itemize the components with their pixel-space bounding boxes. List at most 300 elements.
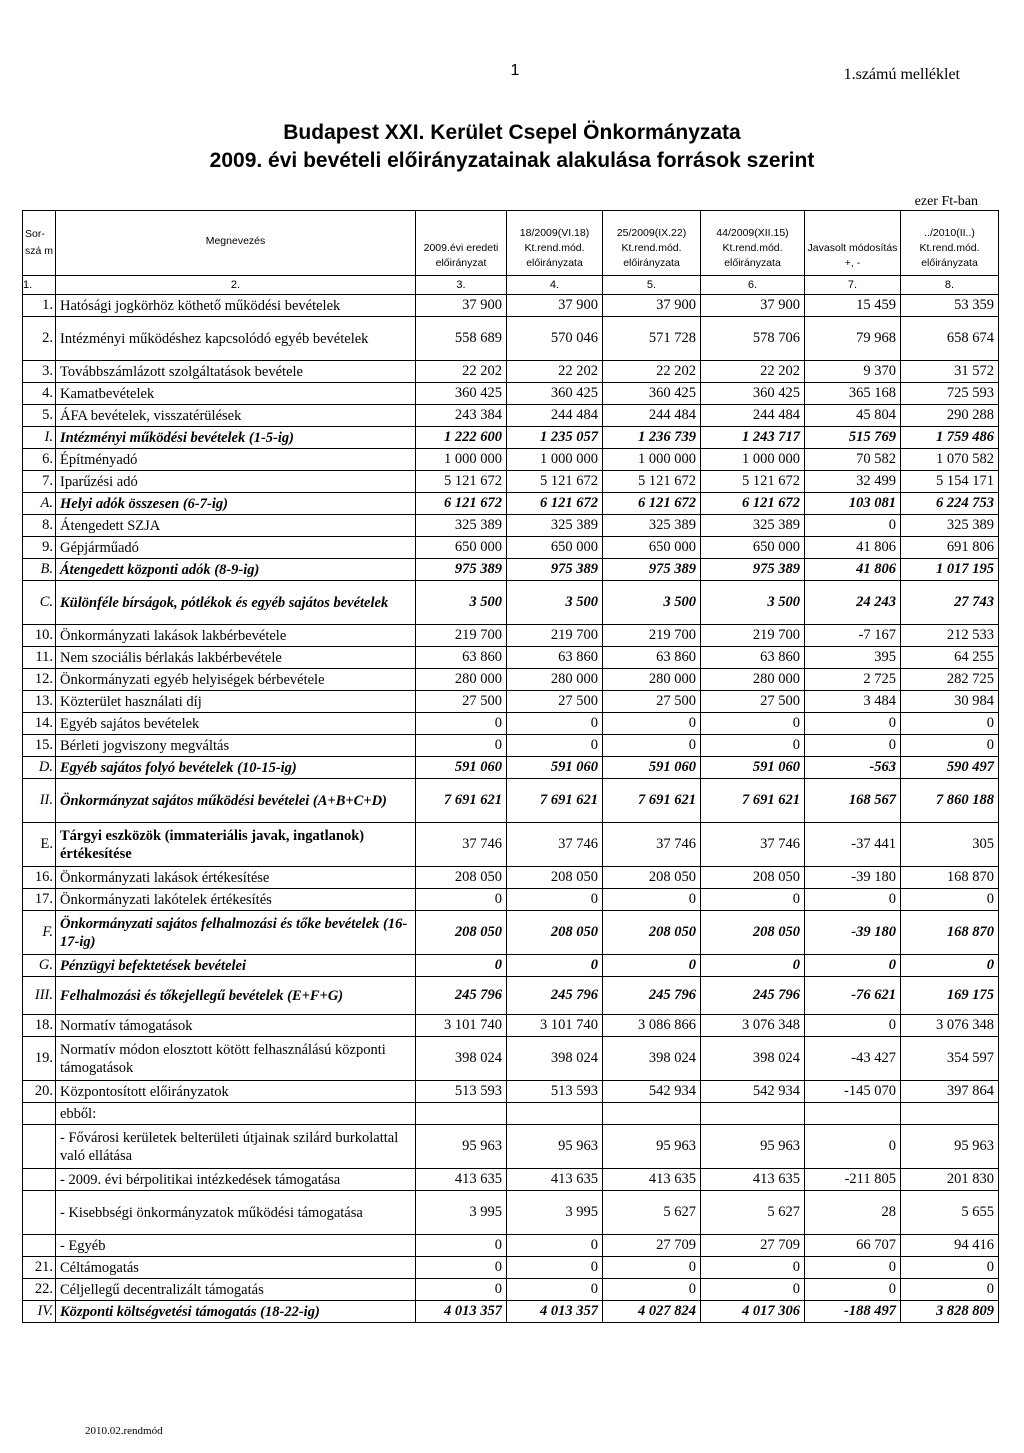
value-cell: 27 500 bbox=[507, 691, 603, 713]
value-cell: 650 000 bbox=[701, 537, 805, 559]
value-cell bbox=[507, 1103, 603, 1125]
value-cell: 975 389 bbox=[701, 559, 805, 581]
value-cell: 208 050 bbox=[701, 867, 805, 889]
row-label: Iparűzési adó bbox=[56, 471, 416, 493]
row-number: 10. bbox=[23, 625, 56, 647]
value-cell: 0 bbox=[416, 889, 507, 911]
value-cell: 5 121 672 bbox=[701, 471, 805, 493]
value-cell: 37 900 bbox=[701, 295, 805, 317]
value-cell: 0 bbox=[805, 1125, 901, 1169]
header-mod-2010: ../2010(II..) Kt.rend.mód. előirányzata bbox=[901, 211, 999, 276]
value-cell: 5 121 672 bbox=[603, 471, 701, 493]
header-original-budget: 2009.évi eredeti előirányzat bbox=[416, 211, 507, 276]
row-number bbox=[23, 1191, 56, 1235]
value-cell: 27 709 bbox=[603, 1235, 701, 1257]
value-cell: 6 121 672 bbox=[507, 493, 603, 515]
value-cell: 3 500 bbox=[507, 581, 603, 625]
value-cell: 0 bbox=[901, 1257, 999, 1279]
value-cell: 650 000 bbox=[603, 537, 701, 559]
value-cell: -39 180 bbox=[805, 867, 901, 889]
header-proposed-change: Javasolt módosítás +, - bbox=[805, 211, 901, 276]
row-label: ebből: bbox=[56, 1103, 416, 1125]
value-cell: 571 728 bbox=[603, 317, 701, 361]
value-cell bbox=[901, 1103, 999, 1125]
value-cell: 1 000 000 bbox=[416, 449, 507, 471]
value-cell: 208 050 bbox=[416, 867, 507, 889]
table-body bbox=[23, 295, 999, 1323]
value-cell: 79 968 bbox=[805, 317, 901, 361]
row-number: 4. bbox=[23, 383, 56, 405]
row-label: Közterület használati díj bbox=[56, 691, 416, 713]
value-cell: 0 bbox=[416, 735, 507, 757]
table-row bbox=[23, 1125, 999, 1169]
value-cell: 325 389 bbox=[901, 515, 999, 537]
value-cell: 360 425 bbox=[701, 383, 805, 405]
value-cell: 305 bbox=[901, 823, 999, 867]
row-label: Különféle bírságok, pótlékok és egyéb sajátos bevételek bbox=[56, 581, 416, 625]
value-cell: 37 746 bbox=[603, 823, 701, 867]
table-row bbox=[23, 735, 999, 757]
value-cell: 413 635 bbox=[416, 1169, 507, 1191]
row-number: 2. bbox=[23, 317, 56, 361]
value-cell: 558 689 bbox=[416, 317, 507, 361]
row-number: 20. bbox=[23, 1081, 56, 1103]
colnum-6: 6. bbox=[701, 276, 805, 295]
value-cell: 280 000 bbox=[603, 669, 701, 691]
value-cell: 395 bbox=[805, 647, 901, 669]
value-cell: 27 709 bbox=[701, 1235, 805, 1257]
value-cell: 513 593 bbox=[507, 1081, 603, 1103]
table-row bbox=[23, 911, 999, 955]
value-cell: 3 076 348 bbox=[701, 1015, 805, 1037]
value-cell: 0 bbox=[416, 1279, 507, 1301]
value-cell: 0 bbox=[507, 1257, 603, 1279]
table-row bbox=[23, 405, 999, 427]
value-cell: 37 746 bbox=[701, 823, 805, 867]
value-cell: 975 389 bbox=[416, 559, 507, 581]
header-sorszam: Sor-szá m bbox=[23, 211, 56, 276]
row-number: D. bbox=[23, 757, 56, 779]
row-label: Központi költségvetési támogatás (18-22-ig) bbox=[56, 1301, 416, 1323]
value-cell: 66 707 bbox=[805, 1235, 901, 1257]
value-cell: 0 bbox=[901, 713, 999, 735]
value-cell: -43 427 bbox=[805, 1037, 901, 1081]
value-cell: 244 484 bbox=[701, 405, 805, 427]
value-cell: 5 154 171 bbox=[901, 471, 999, 493]
value-cell: 591 060 bbox=[507, 757, 603, 779]
row-number: 6. bbox=[23, 449, 56, 471]
value-cell: 9 370 bbox=[805, 361, 901, 383]
row-number: 9. bbox=[23, 537, 56, 559]
value-cell: 0 bbox=[603, 735, 701, 757]
colnum-1: 1. bbox=[23, 276, 56, 295]
value-cell: 398 024 bbox=[507, 1037, 603, 1081]
value-cell: 290 288 bbox=[901, 405, 999, 427]
value-cell: 3 076 348 bbox=[901, 1015, 999, 1037]
table-row bbox=[23, 779, 999, 823]
table-row bbox=[23, 1257, 999, 1279]
value-cell: 0 bbox=[901, 889, 999, 911]
row-label: Helyi adók összesen (6-7-ig) bbox=[56, 493, 416, 515]
table-row bbox=[23, 295, 999, 317]
value-cell: 570 046 bbox=[507, 317, 603, 361]
row-number: B. bbox=[23, 559, 56, 581]
row-label: Önkormányzati lakások értékesítése bbox=[56, 867, 416, 889]
value-cell: -7 167 bbox=[805, 625, 901, 647]
row-number: 7. bbox=[23, 471, 56, 493]
value-cell: 24 243 bbox=[805, 581, 901, 625]
value-cell: 1 235 057 bbox=[507, 427, 603, 449]
value-cell: 3 086 866 bbox=[603, 1015, 701, 1037]
table-row bbox=[23, 625, 999, 647]
value-cell: -37 441 bbox=[805, 823, 901, 867]
value-cell: 398 024 bbox=[416, 1037, 507, 1081]
value-cell: 32 499 bbox=[805, 471, 901, 493]
row-number: II. bbox=[23, 779, 56, 823]
value-cell: 325 389 bbox=[701, 515, 805, 537]
value-cell: 0 bbox=[805, 735, 901, 757]
row-number: 11. bbox=[23, 647, 56, 669]
row-number bbox=[23, 1125, 56, 1169]
value-cell: 169 175 bbox=[901, 977, 999, 1015]
value-cell: 1 000 000 bbox=[507, 449, 603, 471]
table-row bbox=[23, 537, 999, 559]
value-cell: 0 bbox=[805, 1015, 901, 1037]
value-cell: 325 389 bbox=[507, 515, 603, 537]
row-label: Tárgyi eszközök (immateriális javak, ingatlanok) értékesítése bbox=[56, 823, 416, 867]
header-mod-ix22: 25/2009(IX.22) Kt.rend.mód. előirányzata bbox=[603, 211, 701, 276]
value-cell: 0 bbox=[805, 889, 901, 911]
value-cell: 0 bbox=[701, 889, 805, 911]
value-cell: 590 497 bbox=[901, 757, 999, 779]
value-cell: -211 805 bbox=[805, 1169, 901, 1191]
value-cell: 515 769 bbox=[805, 427, 901, 449]
row-label: Átengedett központi adók (8-9-ig) bbox=[56, 559, 416, 581]
value-cell: 22 202 bbox=[507, 361, 603, 383]
value-cell: 4 017 306 bbox=[701, 1301, 805, 1323]
value-cell: 1 000 000 bbox=[603, 449, 701, 471]
value-cell: 168 870 bbox=[901, 911, 999, 955]
value-cell: 1 759 486 bbox=[901, 427, 999, 449]
value-cell: 0 bbox=[416, 955, 507, 977]
value-cell: 95 963 bbox=[901, 1125, 999, 1169]
value-cell: 7 691 621 bbox=[603, 779, 701, 823]
value-cell: 245 796 bbox=[701, 977, 805, 1015]
value-cell: 0 bbox=[603, 889, 701, 911]
value-cell: 95 963 bbox=[507, 1125, 603, 1169]
value-cell: 63 860 bbox=[603, 647, 701, 669]
value-cell: 30 984 bbox=[901, 691, 999, 713]
row-label: - Kisebbségi önkormányzatok működési támogatása bbox=[56, 1191, 416, 1235]
value-cell: 365 168 bbox=[805, 383, 901, 405]
value-cell: 0 bbox=[603, 955, 701, 977]
value-cell: 6 121 672 bbox=[701, 493, 805, 515]
row-number: 5. bbox=[23, 405, 56, 427]
value-cell: 243 384 bbox=[416, 405, 507, 427]
value-cell: -188 497 bbox=[805, 1301, 901, 1323]
value-cell: 1 070 582 bbox=[901, 449, 999, 471]
value-cell bbox=[805, 1103, 901, 1125]
row-number: 21. bbox=[23, 1257, 56, 1279]
value-cell: 22 202 bbox=[603, 361, 701, 383]
value-cell: 0 bbox=[701, 955, 805, 977]
row-label: Önkormányzati egyéb helyiségek bérbevétele bbox=[56, 669, 416, 691]
row-number: F. bbox=[23, 911, 56, 955]
row-label: Egyéb sajátos bevételek bbox=[56, 713, 416, 735]
value-cell: 244 484 bbox=[603, 405, 701, 427]
table-row bbox=[23, 757, 999, 779]
value-cell: 4 013 357 bbox=[416, 1301, 507, 1323]
value-cell: 4 027 824 bbox=[603, 1301, 701, 1323]
value-cell: 0 bbox=[416, 713, 507, 735]
table-row bbox=[23, 713, 999, 735]
value-cell: 208 050 bbox=[701, 911, 805, 955]
value-cell: 0 bbox=[805, 515, 901, 537]
value-cell: 1 236 739 bbox=[603, 427, 701, 449]
row-label: Intézményi működéshez kapcsolódó egyéb bevételek bbox=[56, 317, 416, 361]
value-cell: 0 bbox=[701, 713, 805, 735]
value-cell: 5 121 672 bbox=[507, 471, 603, 493]
table-row bbox=[23, 1169, 999, 1191]
row-label: - Egyéb bbox=[56, 1235, 416, 1257]
row-number: 22. bbox=[23, 1279, 56, 1301]
value-cell: 27 500 bbox=[701, 691, 805, 713]
row-number: 1. bbox=[23, 295, 56, 317]
value-cell: 37 900 bbox=[507, 295, 603, 317]
value-cell: 650 000 bbox=[416, 537, 507, 559]
value-cell: 5 627 bbox=[701, 1191, 805, 1235]
row-number bbox=[23, 1103, 56, 1125]
value-cell: 542 934 bbox=[701, 1081, 805, 1103]
row-label: ÁFA bevételek, visszatérülések bbox=[56, 405, 416, 427]
value-cell: 0 bbox=[507, 1279, 603, 1301]
colnum-4: 4. bbox=[507, 276, 603, 295]
value-cell: 7 691 621 bbox=[416, 779, 507, 823]
row-number: 15. bbox=[23, 735, 56, 757]
row-number: G. bbox=[23, 955, 56, 977]
value-cell: 0 bbox=[701, 735, 805, 757]
value-cell: 37 746 bbox=[507, 823, 603, 867]
value-cell: 95 963 bbox=[701, 1125, 805, 1169]
row-number: 12. bbox=[23, 669, 56, 691]
value-cell: 168 567 bbox=[805, 779, 901, 823]
value-cell: 413 635 bbox=[701, 1169, 805, 1191]
value-cell: 212 533 bbox=[901, 625, 999, 647]
value-cell: 542 934 bbox=[603, 1081, 701, 1103]
value-cell: 219 700 bbox=[701, 625, 805, 647]
value-cell: 3 484 bbox=[805, 691, 901, 713]
column-number-row bbox=[23, 276, 999, 295]
colnum-8: 8. bbox=[901, 276, 999, 295]
value-cell: 2 725 bbox=[805, 669, 901, 691]
value-cell: 0 bbox=[603, 713, 701, 735]
value-cell: 3 500 bbox=[416, 581, 507, 625]
value-cell: 208 050 bbox=[603, 867, 701, 889]
value-cell: 208 050 bbox=[416, 911, 507, 955]
value-cell: 0 bbox=[507, 735, 603, 757]
value-cell: 578 706 bbox=[701, 317, 805, 361]
row-number: 3. bbox=[23, 361, 56, 383]
value-cell: 3 995 bbox=[507, 1191, 603, 1235]
value-cell: 3 101 740 bbox=[416, 1015, 507, 1037]
value-cell: 219 700 bbox=[603, 625, 701, 647]
value-cell: 168 870 bbox=[901, 867, 999, 889]
value-cell: 591 060 bbox=[416, 757, 507, 779]
value-cell: 208 050 bbox=[603, 911, 701, 955]
table-row bbox=[23, 471, 999, 493]
value-cell: 1 222 600 bbox=[416, 427, 507, 449]
value-cell: 282 725 bbox=[901, 669, 999, 691]
value-cell: 0 bbox=[603, 1279, 701, 1301]
row-label: Hatósági jogkörhöz köthető működési bevételek bbox=[56, 295, 416, 317]
value-cell: 245 796 bbox=[416, 977, 507, 1015]
value-cell: -76 621 bbox=[805, 977, 901, 1015]
value-cell: 0 bbox=[805, 1279, 901, 1301]
value-cell: 95 963 bbox=[416, 1125, 507, 1169]
header-megnevezes: Megnevezés bbox=[56, 211, 416, 276]
table-row bbox=[23, 1081, 999, 1103]
table-row bbox=[23, 427, 999, 449]
value-cell: -563 bbox=[805, 757, 901, 779]
value-cell: 3 500 bbox=[701, 581, 805, 625]
value-cell: 219 700 bbox=[416, 625, 507, 647]
revenue-table bbox=[22, 210, 999, 1323]
value-cell: 0 bbox=[901, 955, 999, 977]
colnum-5: 5. bbox=[603, 276, 701, 295]
row-number: A. bbox=[23, 493, 56, 515]
value-cell: 591 060 bbox=[701, 757, 805, 779]
row-label: Nem szociális bérlakás lakbérbevétele bbox=[56, 647, 416, 669]
table-row bbox=[23, 1103, 999, 1125]
value-cell: 37 900 bbox=[416, 295, 507, 317]
row-label: Bérleti jogviszony megváltás bbox=[56, 735, 416, 757]
table-row bbox=[23, 317, 999, 361]
header-row bbox=[23, 211, 999, 276]
row-label: Önkormányzati sajátos felhalmozási és tőke bevételek (16-17-ig) bbox=[56, 911, 416, 955]
value-cell: 658 674 bbox=[901, 317, 999, 361]
value-cell: 22 202 bbox=[701, 361, 805, 383]
value-cell: 3 101 740 bbox=[507, 1015, 603, 1037]
row-number bbox=[23, 1169, 56, 1191]
row-label: Felhalmozási és tőkejellegű bevételek (E+F+G) bbox=[56, 977, 416, 1015]
annex-label: 1.számú melléklet bbox=[843, 66, 960, 83]
header-mod-xii15: 44/2009(XII.15) Kt.rend.mód. előirányzata bbox=[701, 211, 805, 276]
value-cell: 397 864 bbox=[901, 1081, 999, 1103]
row-label: Átengedett SZJA bbox=[56, 515, 416, 537]
row-number: C. bbox=[23, 581, 56, 625]
row-label: Céljellegű decentralizált támogatás bbox=[56, 1279, 416, 1301]
value-cell bbox=[701, 1103, 805, 1125]
value-cell: 398 024 bbox=[701, 1037, 805, 1081]
value-cell: 31 572 bbox=[901, 361, 999, 383]
value-cell: 513 593 bbox=[416, 1081, 507, 1103]
value-cell: 208 050 bbox=[507, 911, 603, 955]
value-cell: 360 425 bbox=[603, 383, 701, 405]
value-cell: 280 000 bbox=[416, 669, 507, 691]
table-row bbox=[23, 493, 999, 515]
value-cell: 27 500 bbox=[603, 691, 701, 713]
row-number: E. bbox=[23, 823, 56, 867]
value-cell: -39 180 bbox=[805, 911, 901, 955]
value-cell: 94 416 bbox=[901, 1235, 999, 1257]
value-cell: 6 121 672 bbox=[603, 493, 701, 515]
row-number bbox=[23, 1235, 56, 1257]
value-cell: 3 828 809 bbox=[901, 1301, 999, 1323]
table-row bbox=[23, 1191, 999, 1235]
value-cell: 5 121 672 bbox=[416, 471, 507, 493]
value-cell: 95 963 bbox=[603, 1125, 701, 1169]
row-label: - 2009. évi bérpolitikai intézkedések támogatása bbox=[56, 1169, 416, 1191]
row-label: Építményadó bbox=[56, 449, 416, 471]
value-cell: 0 bbox=[507, 713, 603, 735]
value-cell: 360 425 bbox=[507, 383, 603, 405]
value-cell: 53 359 bbox=[901, 295, 999, 317]
value-cell: 63 860 bbox=[701, 647, 805, 669]
page-number: 1 bbox=[510, 62, 520, 79]
document-subtitle: 2009. évi bevételi előirányzatainak alakulása források szerint bbox=[209, 149, 815, 172]
table-row bbox=[23, 1301, 999, 1323]
row-label: Központosított előirányzatok bbox=[56, 1081, 416, 1103]
row-number: 18. bbox=[23, 1015, 56, 1037]
value-cell: 325 389 bbox=[416, 515, 507, 537]
row-number: 14. bbox=[23, 713, 56, 735]
table-row bbox=[23, 1015, 999, 1037]
value-cell: 219 700 bbox=[507, 625, 603, 647]
value-cell: 4 013 357 bbox=[507, 1301, 603, 1323]
value-cell: 1 017 195 bbox=[901, 559, 999, 581]
colnum-3: 3. bbox=[416, 276, 507, 295]
value-cell: 413 635 bbox=[603, 1169, 701, 1191]
value-cell: 1 243 717 bbox=[701, 427, 805, 449]
table-row bbox=[23, 559, 999, 581]
value-cell: 975 389 bbox=[507, 559, 603, 581]
value-cell: 0 bbox=[805, 713, 901, 735]
footer-note: 2010.02.rendmód bbox=[85, 1425, 163, 1437]
header-mod-vi18: 18/2009(VI.18) Kt.rend.mód. előirányzata bbox=[507, 211, 603, 276]
table-row bbox=[23, 1279, 999, 1301]
row-label: Egyéb sajátos folyó bevételek (10-15-ig) bbox=[56, 757, 416, 779]
row-label: Továbbszámlázott szolgáltatások bevétele bbox=[56, 361, 416, 383]
row-number: 19. bbox=[23, 1037, 56, 1081]
row-number: 17. bbox=[23, 889, 56, 911]
row-number: 13. bbox=[23, 691, 56, 713]
value-cell bbox=[416, 1103, 507, 1125]
row-label: Céltámogatás bbox=[56, 1257, 416, 1279]
value-cell: 0 bbox=[507, 1235, 603, 1257]
value-cell: 3 500 bbox=[603, 581, 701, 625]
value-cell: 0 bbox=[507, 889, 603, 911]
table-row bbox=[23, 977, 999, 1015]
value-cell: 70 582 bbox=[805, 449, 901, 471]
value-cell: 7 860 188 bbox=[901, 779, 999, 823]
table-row bbox=[23, 383, 999, 405]
row-label: Gépjárműadó bbox=[56, 537, 416, 559]
value-cell: 360 425 bbox=[416, 383, 507, 405]
value-cell: 7 691 621 bbox=[507, 779, 603, 823]
value-cell: 325 389 bbox=[603, 515, 701, 537]
colnum-2: 2. bbox=[56, 276, 416, 295]
row-number: I. bbox=[23, 427, 56, 449]
value-cell: 3 995 bbox=[416, 1191, 507, 1235]
table-row bbox=[23, 669, 999, 691]
value-cell: 245 796 bbox=[603, 977, 701, 1015]
row-label: Normatív támogatások bbox=[56, 1015, 416, 1037]
value-cell: 7 691 621 bbox=[701, 779, 805, 823]
table-row bbox=[23, 1037, 999, 1081]
value-cell: 0 bbox=[901, 1279, 999, 1301]
row-label: Pénzügyi befektetések bevételei bbox=[56, 955, 416, 977]
value-cell: 208 050 bbox=[507, 867, 603, 889]
